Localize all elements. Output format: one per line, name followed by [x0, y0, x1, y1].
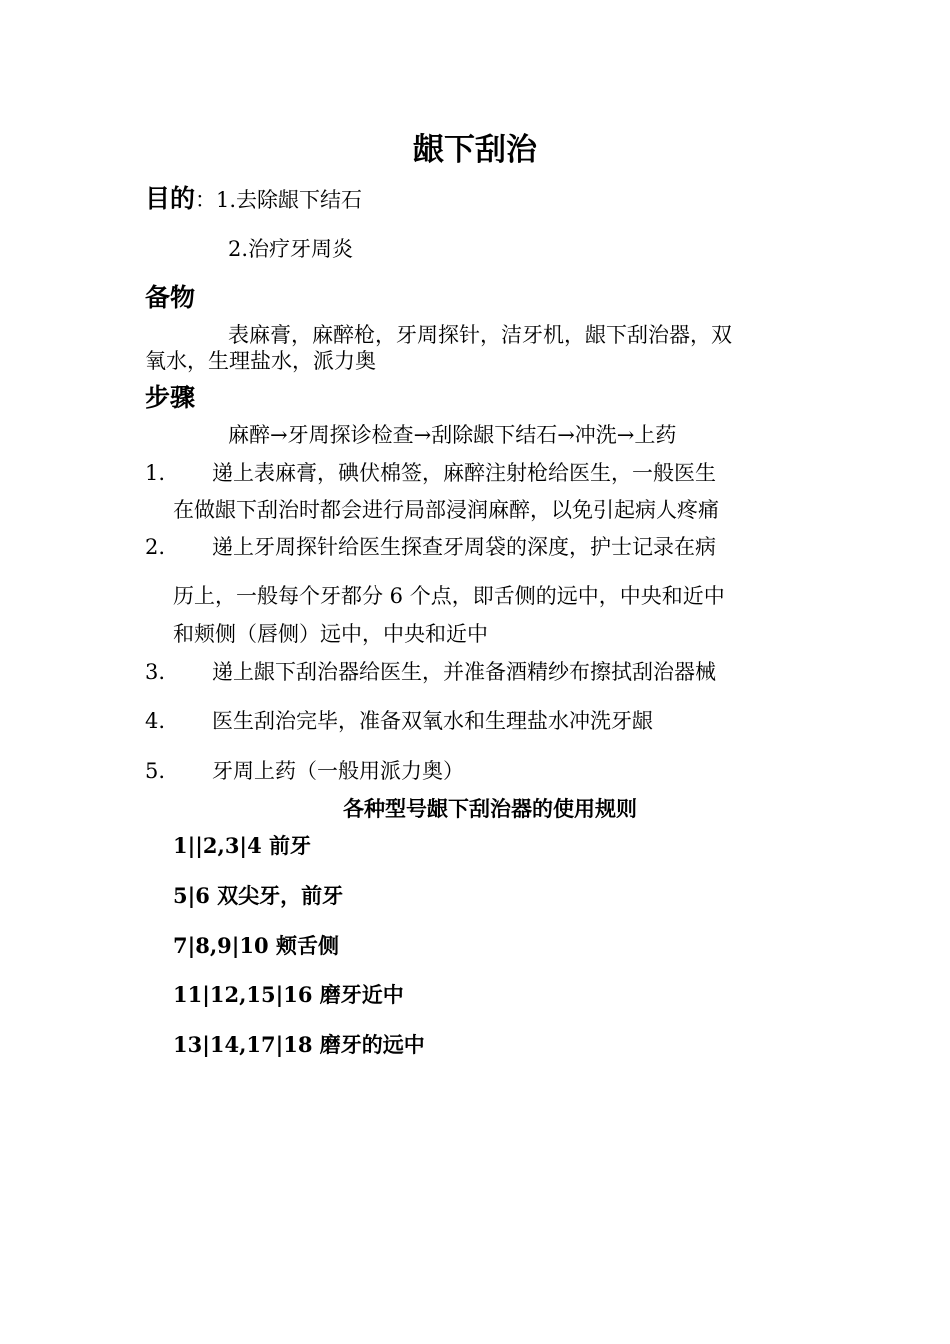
steps-flow: 麻醉→牙周探诊检查→刮除龈下结石→冲洗→上药 [228, 423, 677, 447]
supplies-line-2: 氧水，生理盐水，派力奥 [145, 349, 376, 373]
supplies-line-1: 表麻膏，麻醉枪，牙周探针，洁牙机，龈下刮治器，双 [228, 323, 732, 347]
step-3-number: 3. [145, 660, 166, 684]
step-1-line-1: 递上表麻膏，碘伏棉签，麻醉注射枪给医生，一般医生 [212, 461, 716, 485]
rule-item-5: 13|14,17|18 磨牙的远中 [173, 1032, 425, 1057]
supplies-label: 备物 [145, 283, 196, 312]
rule-item-3: 7|8,9|10 颊舌侧 [173, 933, 339, 958]
step-1-line-2: 在做龈下刮治时都会进行局部浸润麻醉，以免引起病人疼痛 [173, 498, 719, 522]
step-4-line-1: 医生刮治完毕，准备双氧水和生理盐水冲洗牙龈 [212, 709, 653, 733]
purpose-item-1: 1.去除龈下结石 [216, 188, 363, 212]
purpose-line-1 [145, 184, 362, 215]
step-1-number: 1. [145, 461, 166, 485]
purpose-item-2: 2.治疗牙周炎 [228, 237, 354, 261]
steps-label: 步骤 [145, 383, 196, 412]
step-2-line-2: 历上，一般每个牙都分 6 个点，即舌侧的远中，中央和近中 [173, 584, 725, 608]
rule-item-1: 1||2,3|4 前牙 [173, 833, 311, 858]
step-2-line-1: 递上牙周探针给医生探查牙周袋的深度，护士记录在病 [212, 535, 716, 559]
step-4-number: 4. [145, 709, 166, 733]
step-2-number: 2. [145, 535, 166, 559]
step-2-line-3: 和颊侧（唇侧）远中，中央和近中 [173, 622, 488, 646]
step-3-line-1: 递上龈下刮治器给医生，并准备酒精纱布擦拭刮治器械 [212, 660, 716, 684]
rules-title: 各种型号龈下刮治器的使用规则 [343, 797, 637, 821]
purpose-colon: ： [195, 188, 217, 212]
rule-item-4: 11|12,15|16 磨牙近中 [173, 982, 404, 1007]
rule-item-2: 5|6 双尖牙，前牙 [173, 883, 344, 908]
page-title: 龈下刮治 [413, 132, 537, 168]
step-5-number: 5. [145, 759, 166, 783]
step-5-line-1: 牙周上药（一般用派力奥） [212, 759, 464, 783]
purpose-label: 目的 [145, 184, 196, 213]
